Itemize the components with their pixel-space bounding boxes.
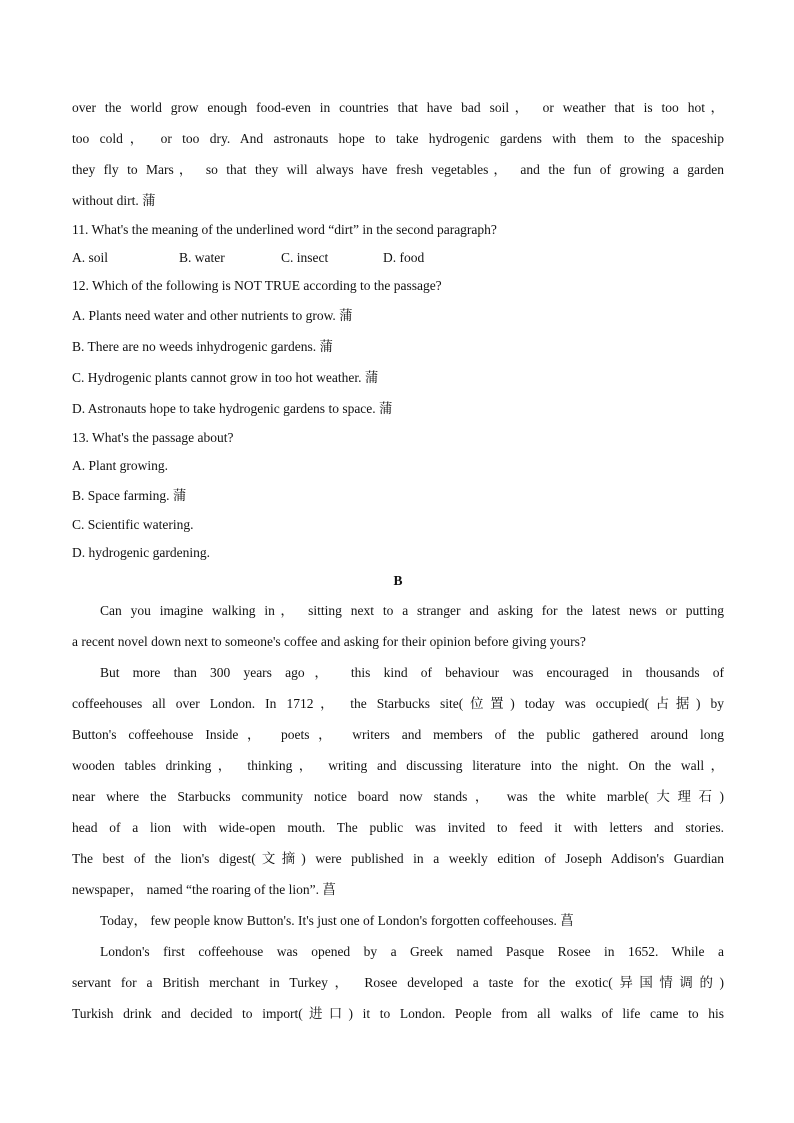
text-line: too cold， or too dry. And astronauts hope to take hydrogenic gardens with them to the spaceship: [72, 131, 724, 146]
option-c: C. Hydrogenic plants cannot grow in too hot weather. 蒲: [72, 370, 379, 385]
question-11: [72, 216, 724, 272]
option-a: A. Plant growing.: [72, 458, 168, 473]
text-line: coffeehouses all over London. In 1712， the Starbucks site(位置) today was occupied(占据) by: [72, 696, 724, 711]
text-line: Can you imagine walking in， sitting next to a stranger and asking for the latest news or putting: [100, 603, 724, 618]
text-line: Button's coffeehouse Inside， poets， writers and members of the public gathered around long: [72, 727, 724, 742]
paragraph: [72, 657, 724, 905]
question-stem: 12. Which of the following is NOT TRUE according to the passage?: [72, 278, 442, 293]
question-13: [72, 424, 724, 567]
option-a: A. Plants need water and other nutrients to grow. 蒲: [72, 308, 353, 323]
option-b: B. Space farming. 蒲: [72, 488, 187, 503]
document-page: [72, 92, 724, 1029]
text-line: servant for a British merchant in Turkey， Rosee developed a taste for the exotic(异国情调的): [72, 975, 724, 990]
text-line: But more than 300 years ago， this kind of behaviour was encouraged in thousands of: [100, 665, 724, 680]
paragraph: [72, 595, 724, 657]
text-line: newspaper， named “the roaring of the lion”. 菖: [72, 882, 336, 897]
paragraph: [72, 905, 724, 936]
option-b: B. There are no weeds inhydrogenic gardens. 蒲: [72, 339, 334, 354]
option-b: B. water: [179, 250, 225, 265]
question-12: [72, 272, 724, 424]
text-line: The best of the lion's digest(文摘) were published in a weekly edition of Joseph Addison's Guardian: [72, 851, 724, 866]
question-stem: 11. What's the meaning of the underlined word “dirt” in the second paragraph?: [72, 222, 497, 237]
text-line: over the world grow enough food-even in countries that have bad soil， or weather that is too hot，: [72, 100, 724, 115]
option-c: C. Scientific watering.: [72, 517, 194, 532]
passage-b: [72, 595, 724, 1029]
option-c: C. insect: [281, 250, 329, 265]
text-line: a recent novel down next to someone's coffee and asking for their opinion before giving yours?: [72, 634, 586, 649]
paragraph: [72, 936, 724, 1029]
passage-a-tail: [72, 92, 724, 216]
text-line: wooden tables drinking， thinking， writing and discussing literature into the night. On the wall，: [72, 758, 724, 773]
option-a: A. soil: [72, 250, 109, 265]
question-options-row: [72, 244, 724, 272]
text-line: London's first coffeehouse was opened by a Greek named Pasque Rosee in 1652. While a: [100, 944, 724, 959]
text-line: Today， few people know Button's. It's just one of London's forgotten coffeehouses. 菖: [100, 913, 574, 928]
question-stem: 13. What's the passage about?: [72, 430, 234, 445]
option-d: D. food: [383, 250, 425, 265]
text-line: they fly to Mars， so that they will always have fresh vegetables， and the fun of growing a garden: [72, 162, 724, 177]
section-b-heading: B: [393, 573, 403, 588]
text-line: Turkish drink and decided to import(进口) it to London. People from all walks of life came to his: [72, 1006, 724, 1021]
text-line: without dirt. 蒲: [72, 193, 156, 208]
option-d: D. Astronauts hope to take hydrogenic gardens to space. 蒲: [72, 401, 393, 416]
option-d: D. hydrogenic gardening.: [72, 545, 210, 560]
text-line: head of a lion with wide-open mouth. The public was invited to feed it with letters and stories.: [72, 820, 724, 835]
text-line: near where the Starbucks community notice board now stands， was the white marble(大理石): [72, 789, 724, 804]
